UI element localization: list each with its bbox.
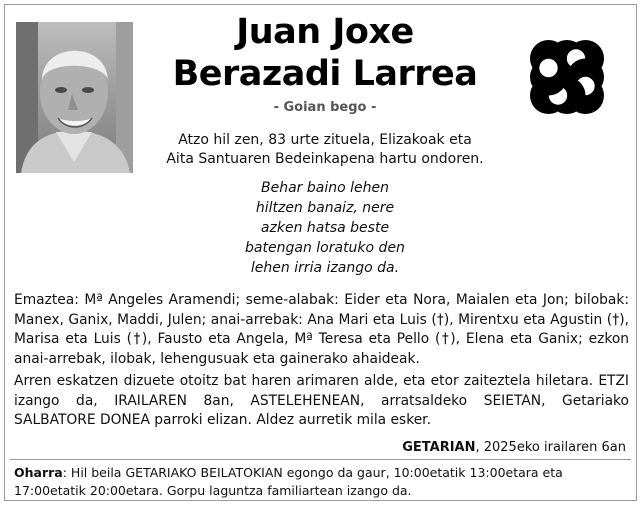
- portrait-illustration: [16, 22, 133, 173]
- poem-line: batengan loratuko den: [245, 240, 405, 256]
- deceased-surnames: Berazadi Larrea: [172, 54, 478, 94]
- rip-line: - Goian bego -: [273, 100, 377, 115]
- intro-line-2: Aita Santuaren Bedeinkapena hartu ondoren.: [166, 151, 484, 167]
- note-label: Oharra: [14, 465, 63, 480]
- portrait-photo: [16, 22, 133, 173]
- poem-line: azken hatsa beste: [260, 220, 390, 236]
- place-name: GETARIAN: [402, 440, 476, 455]
- funeral-request: Arren eskatzen dizuete otoitz bat haren arimaren alde, eta etor zaiteztela hiletara. ETZI izango da, IRAILAREN 8an, ASTELEHENEAN, arratsaldeko SEIETAN, Getariako SALBATORE DONEA parroki elizan. Aldez aurretik mila esker.: [14, 373, 629, 428]
- poem-line: lehen irria izango da.: [250, 260, 400, 276]
- place-date: [402, 440, 626, 455]
- note: [14, 464, 624, 500]
- deceased-first-names: Juan Joxe: [236, 12, 414, 52]
- divider: [10, 459, 631, 460]
- note-text: : Hil beila GETARIAKO BEILATOKIAN egongo da gaur, 10:00etatik 13:00etara eta 17:00etatik 20:00etara. Gorpu laguntza familiartean izango da.: [14, 465, 563, 498]
- poem-line: Behar baino lehen: [261, 180, 389, 196]
- date-text: , 2025eko irailaren 6an: [475, 440, 626, 455]
- lauburu-icon: [512, 22, 622, 132]
- intro-line-1: Atzo hil zen, 83 urte zituela, Elizakoak eta: [178, 132, 472, 148]
- family-list: Emaztea: Mª Angeles Aramendi; seme-alabak: Eider eta Nora, Maialen eta Jon; bilobak: Manex, Ganix, Maddi, Julen; anai-arrebak: Ana Mari eta Luis (†), Mirentxu eta Agustin (†), Marisa eta Luis (†), Fausto eta Angela, Mª Teresa eta Pello (†), Elena eta Ganix; ezkon anai-arrebak, ilobak, lehengusuak eta gainerako ahaideak.: [14, 292, 629, 367]
- poem-line: hiltzen banaiz, nere: [255, 200, 395, 216]
